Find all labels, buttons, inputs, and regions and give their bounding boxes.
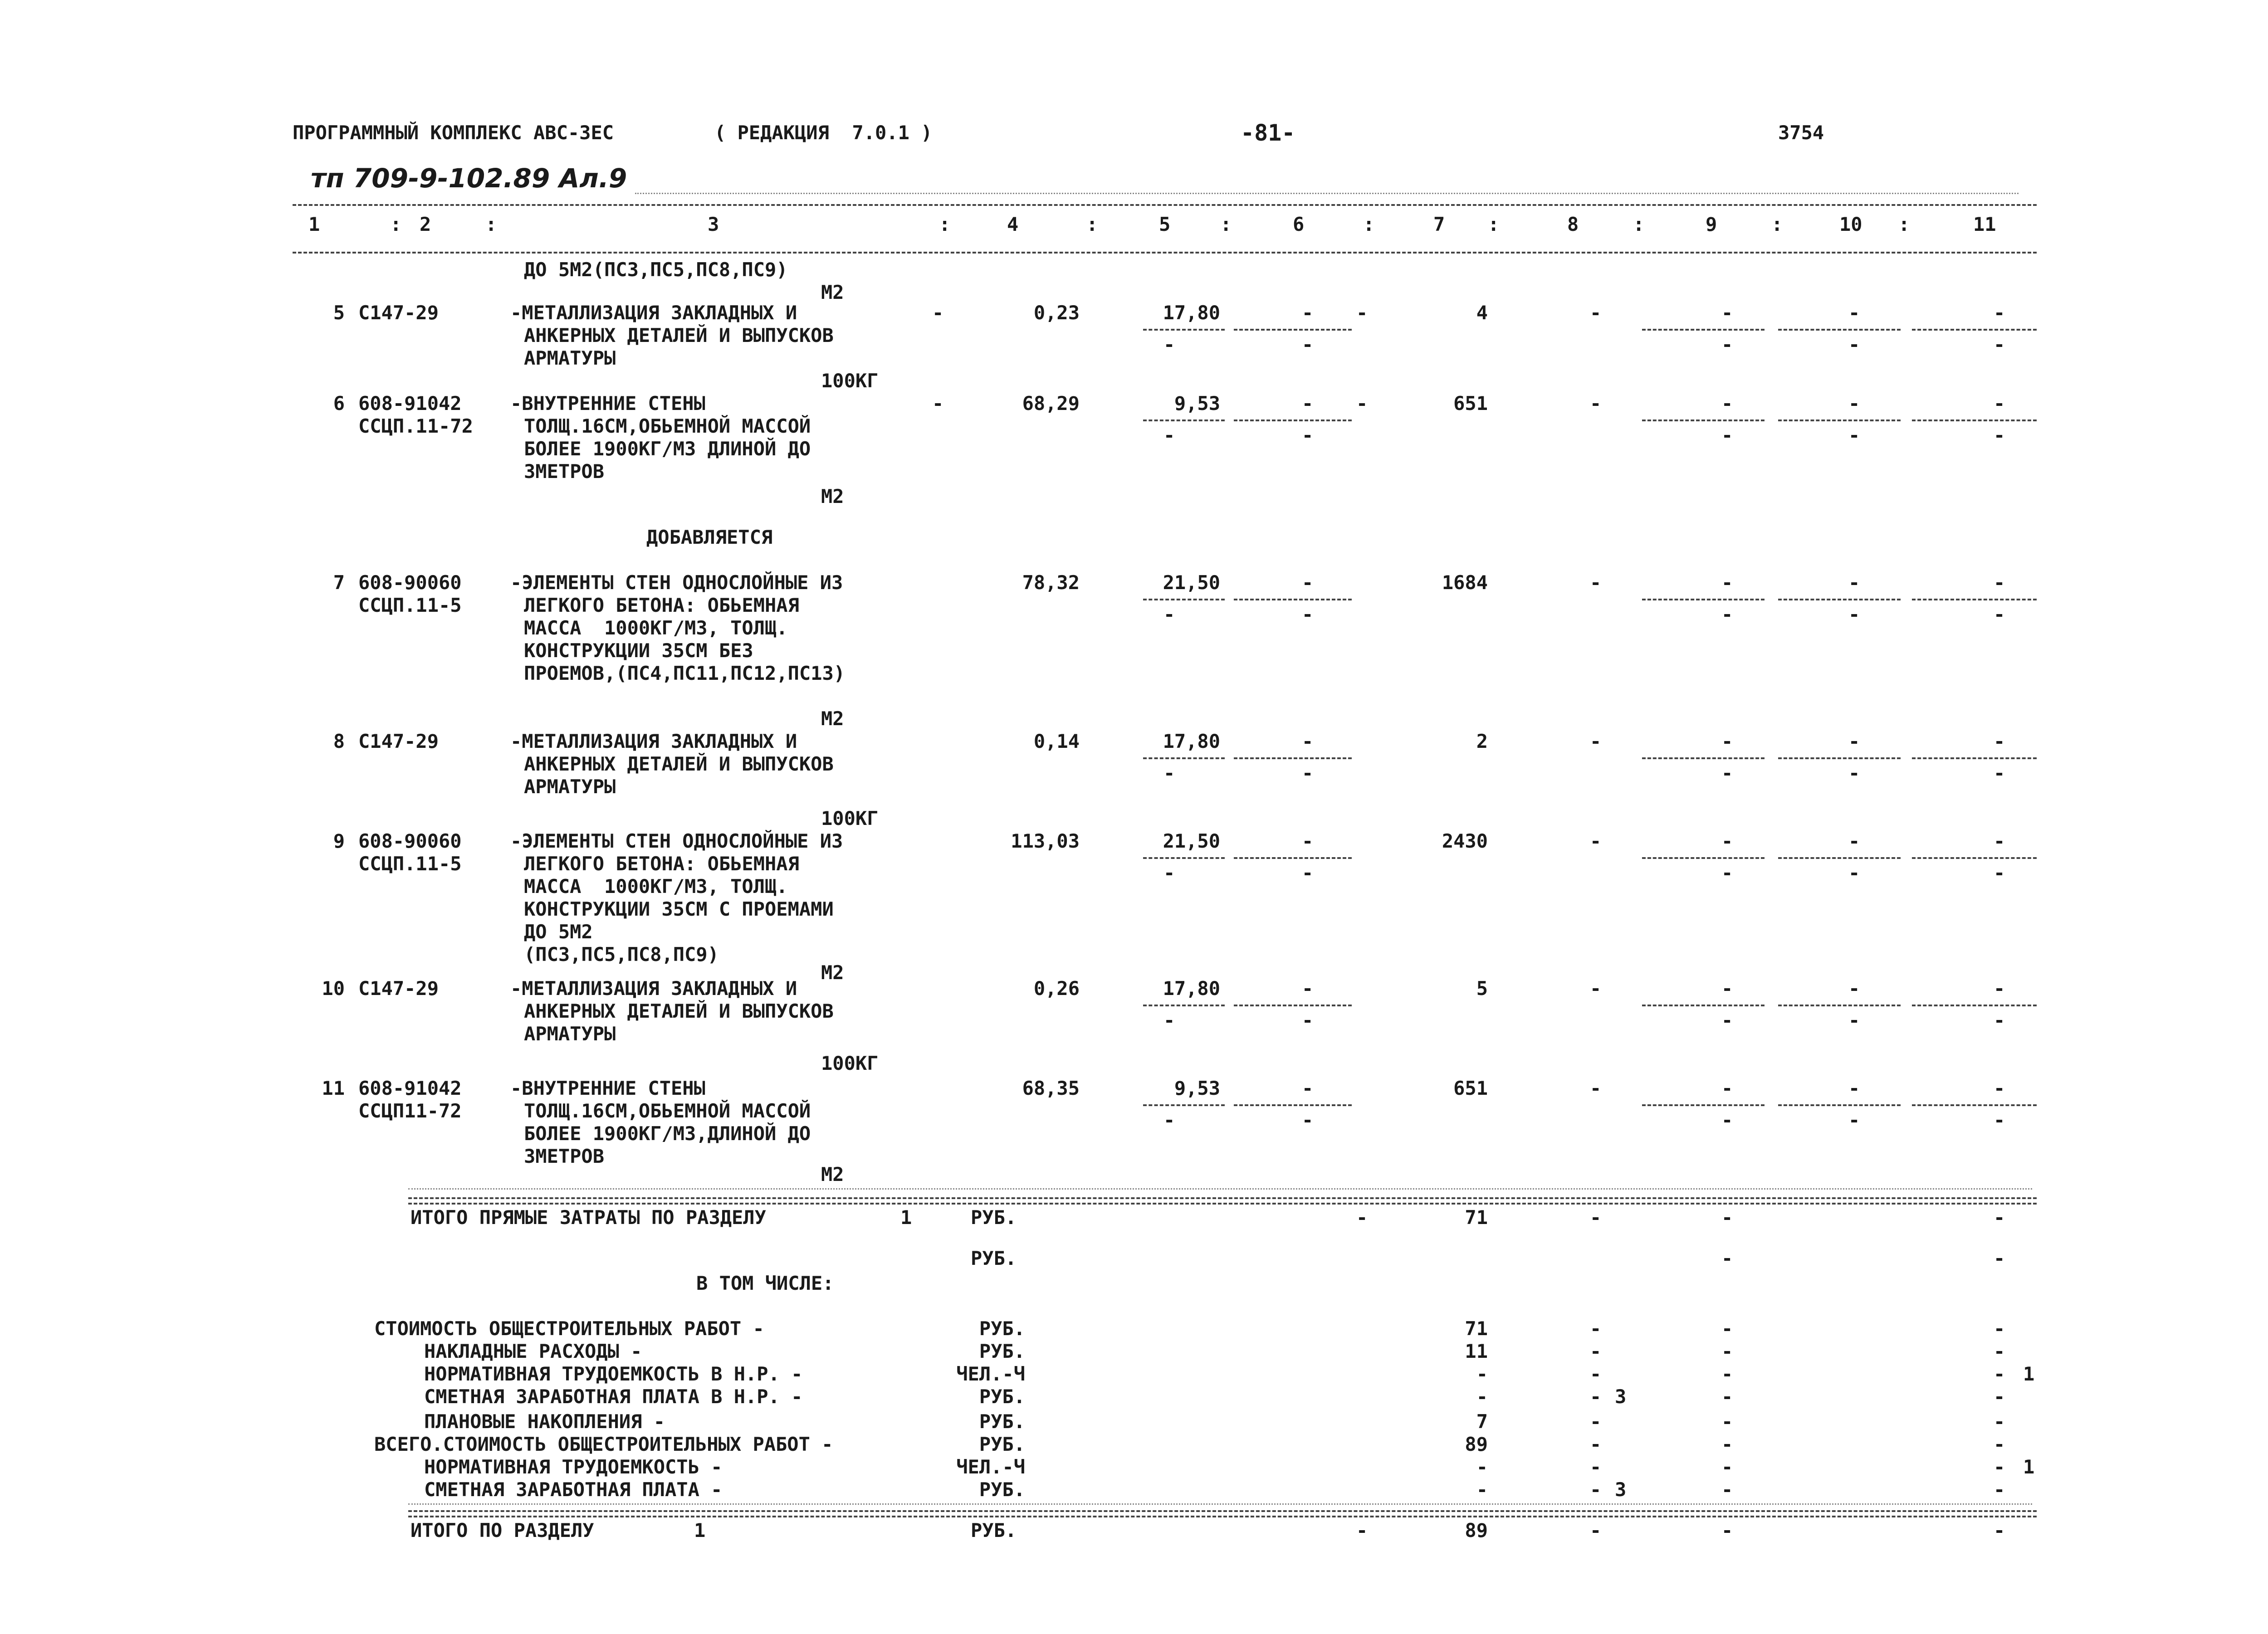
empty-cell-dash: - — [1994, 424, 2005, 446]
column-header-8: 8 — [1567, 213, 1579, 235]
empty-cell-dash: - — [1163, 1109, 1175, 1131]
empty-cell-dash: - — [1721, 1340, 1733, 1362]
direct-costs-currency: РУБ. — [971, 1206, 1017, 1229]
row-description: БОЛЕЕ 1900КГ/М3 ДЛИНОЙ ДО — [524, 438, 811, 460]
row-description: -ЭЛЕМЕНТЫ СТЕН ОДНОСЛОЙНЫЕ ИЗ — [510, 571, 843, 594]
empty-cell-dash: - — [1302, 424, 1314, 446]
totals-line-unit: РУБ. — [979, 1433, 1025, 1455]
totals-line-col8: 3 — [1615, 1385, 1627, 1408]
row-description: ДО 5М2 — [524, 921, 593, 943]
totals-dotted-rule — [408, 1503, 2032, 1505]
empty-cell-dash: - — [1994, 571, 2005, 594]
row-code: 608-91042 — [358, 1077, 462, 1099]
totals-line-col11: 1 — [2023, 1456, 2035, 1478]
empty-cell-dash: - — [1721, 1009, 1733, 1031]
column-header-7: 7 — [1433, 213, 1445, 235]
column-header-11: 11 — [1973, 213, 1996, 235]
empty-cell-dash: - — [1994, 1456, 2005, 1478]
row-description: -ЭЛЕМЕНТЫ СТЕН ОДНОСЛОЙНЫЕ ИЗ — [510, 830, 843, 852]
empty-cell-dash: - — [1994, 1340, 2005, 1362]
col11-rule — [1912, 857, 2037, 859]
empty-cell-dash: - — [1721, 762, 1733, 784]
col5-rule — [1143, 1104, 1225, 1106]
col6-rule — [1234, 329, 1352, 331]
direct-costs-label: ИТОГО ПРЯМЫЕ ЗАТРАТЫ ПО РАЗДЕЛУ — [411, 1206, 766, 1229]
row-code: С147-29 — [358, 977, 439, 1000]
empty-cell-dash: - — [1721, 1247, 1733, 1269]
row-col7-value: 5 — [1476, 977, 1488, 1000]
including-label: В ТОМ ЧИСЛЕ: — [696, 1272, 834, 1294]
empty-cell-dash: - — [1721, 571, 1733, 594]
column-header-9: 9 — [1706, 213, 1717, 235]
row-description: МАССА 1000КГ/М3, ТОЛЩ. — [524, 875, 788, 897]
row-unit: М2 — [821, 281, 844, 303]
row-col4-value: 0,14 — [1033, 730, 1080, 752]
column-header-2: 2 — [420, 213, 431, 235]
row-description: АРМАТУРЫ — [524, 776, 616, 798]
empty-cell-dash: - — [1590, 1410, 1602, 1433]
empty-cell-dash: - — [1848, 424, 1860, 446]
col6-rule — [1234, 599, 1352, 600]
empty-cell-dash: - — [1721, 1385, 1733, 1408]
section-total-currency: РУБ. — [971, 1519, 1017, 1541]
column-separator: : — [485, 213, 497, 235]
empty-cell-dash: - — [1590, 830, 1602, 852]
col9-rule — [1642, 1104, 1765, 1106]
row-code: ССЦП11-72 — [358, 1100, 462, 1122]
empty-cell-dash: - — [1994, 762, 2005, 784]
row-number: 7 — [333, 571, 345, 594]
empty-cell-dash: - — [1994, 1410, 2005, 1433]
col11-rule — [1912, 419, 2037, 421]
row-number: 11 — [322, 1077, 345, 1099]
empty-cell-dash: - — [1163, 603, 1175, 625]
col5-rule — [1143, 857, 1225, 859]
row-col4-value: 0,26 — [1033, 977, 1080, 1000]
row-description: КОНСТРУКЦИИ 35СМ БЕЗ — [524, 639, 753, 662]
column-separator: : — [1898, 213, 1910, 235]
row-number: 9 — [333, 830, 345, 852]
col5-rule — [1143, 1005, 1225, 1006]
empty-cell-dash: - — [1302, 1009, 1314, 1031]
empty-cell-dash: - — [1721, 730, 1733, 752]
empty-cell-dash: - — [1848, 1109, 1860, 1131]
row-col4-value: 78,32 — [1022, 571, 1080, 594]
totals-line-col7: - — [1476, 1456, 1488, 1478]
totals-line-unit: ЧЕЛ.-Ч — [956, 1456, 1025, 1478]
row-col7-value: 2430 — [1442, 830, 1488, 852]
column-separator: : — [1086, 213, 1098, 235]
totals-line-col7: 71 — [1465, 1317, 1488, 1340]
empty-cell-dash: - — [1590, 730, 1602, 752]
empty-cell-dash: - — [1163, 333, 1175, 356]
col5-rule — [1143, 757, 1225, 759]
empty-cell-dash: - — [1356, 1206, 1368, 1229]
empty-cell-dash: - — [1590, 1385, 1602, 1408]
col9-rule — [1642, 757, 1765, 759]
row-unit: М2 — [821, 485, 844, 507]
row-col5-value: 17,80 — [1163, 977, 1220, 1000]
direct-costs-value: 71 — [1465, 1206, 1488, 1229]
row-col5-value: 9,53 — [1174, 1077, 1220, 1099]
row-description: ТОЛЩ.16СМ,ОБЬЕМНОЙ МАССОЙ — [524, 1100, 811, 1122]
empty-cell-dash: - — [1848, 571, 1860, 594]
row-col6-value: - — [1302, 730, 1314, 752]
column-header-5: 5 — [1159, 213, 1171, 235]
column-header-3: 3 — [708, 213, 719, 235]
page-number: -81- — [1241, 120, 1295, 146]
totals-line-label: СТОИМОСТЬ ОБЩЕСТРОИТЕЛЬНЫХ РАБОТ - — [374, 1317, 764, 1340]
empty-cell-dash: - — [1590, 571, 1602, 594]
empty-cell-dash: - — [932, 392, 944, 415]
row-description: МАССА 1000КГ/М3, ТОЛЩ. — [524, 617, 788, 639]
column-separator: : — [390, 213, 402, 235]
totals-line-col7: - — [1476, 1478, 1488, 1501]
totals-line-label: СМЕТНАЯ ЗАРАБОТНАЯ ПЛАТА - — [424, 1478, 723, 1501]
empty-cell-dash: - — [1721, 1410, 1733, 1433]
empty-cell-dash: - — [1848, 1077, 1860, 1099]
row-description: ДО 5М2(ПС3,ПС5,ПС8,ПС9) — [524, 259, 788, 281]
empty-cell-dash: - — [1302, 762, 1314, 784]
empty-cell-dash: - — [1721, 1206, 1733, 1229]
column-header-1: 1 — [308, 213, 320, 235]
row-col6-value: - — [1302, 571, 1314, 594]
totals-line-unit: РУБ. — [979, 1478, 1025, 1501]
row-number: 5 — [333, 302, 345, 324]
empty-cell-dash: - — [1302, 862, 1314, 884]
empty-cell-dash: - — [932, 302, 944, 324]
row-unit: М2 — [821, 707, 844, 730]
empty-cell-dash: - — [1721, 1317, 1733, 1340]
totals-line-label: НОРМАТИВНАЯ ТРУДОЕМКОСТЬ В Н.Р. - — [424, 1363, 803, 1385]
totals-line-label: НАКЛАДНЫЕ РАСХОДЫ - — [424, 1340, 642, 1362]
col6-rule — [1234, 419, 1352, 421]
empty-cell-dash: - — [1994, 730, 2005, 752]
empty-cell-dash: - — [1994, 392, 2005, 415]
empty-cell-dash: - — [1994, 830, 2005, 852]
empty-cell-dash: - — [1848, 862, 1860, 884]
row-number: 10 — [322, 977, 345, 1000]
totals-line-col8: 3 — [1615, 1478, 1627, 1501]
row-code: С147-29 — [358, 302, 439, 324]
row-col6-value: - — [1302, 392, 1314, 415]
empty-cell-dash: - — [1848, 730, 1860, 752]
col6-rule — [1234, 1005, 1352, 1006]
empty-cell-dash: - — [1163, 424, 1175, 446]
col6-rule — [1234, 757, 1352, 759]
empty-cell-dash: - — [1994, 302, 2005, 324]
row-col7-value: 1684 — [1442, 571, 1488, 594]
row-col5-value: 21,50 — [1163, 830, 1220, 852]
col5-rule — [1143, 329, 1225, 331]
column-header-4: 4 — [1007, 213, 1019, 235]
totals-line-unit: ЧЕЛ.-Ч — [956, 1363, 1025, 1385]
section-subheading: ДОБАВЛЯЕТСЯ — [646, 526, 773, 548]
row-description: -МЕТАЛЛИЗАЦИЯ ЗАКЛАДНЫХ И — [510, 302, 797, 324]
empty-cell-dash: - — [1721, 1363, 1733, 1385]
empty-cell-dash: - — [1590, 1433, 1602, 1455]
empty-cell-dash: - — [1163, 762, 1175, 784]
empty-cell-dash: - — [1590, 1317, 1602, 1340]
row-description: АНКЕРНЫХ ДЕТАЛЕЙ И ВЫПУСКОВ — [524, 324, 834, 346]
totals-line-label: НОРМАТИВНАЯ ТРУДОЕМКОСТЬ - — [424, 1456, 723, 1478]
empty-cell-dash: - — [1848, 302, 1860, 324]
empty-cell-dash: - — [1994, 1433, 2005, 1455]
direct-costs-currency-2: РУБ. — [971, 1247, 1017, 1269]
col9-rule — [1642, 857, 1765, 859]
row-description: ТОЛЩ.16СМ,ОБЬЕМНОЙ МАССОЙ — [524, 415, 811, 437]
empty-cell-dash: - — [1590, 1456, 1602, 1478]
col11-rule — [1912, 329, 2037, 331]
row-description: 3МЕТРОВ — [524, 460, 605, 483]
totals-top-rule — [408, 1197, 2037, 1199]
empty-cell-dash: - — [1994, 1385, 2005, 1408]
row-description: (ПС3,ПС5,ПС8,ПС9) — [524, 943, 719, 966]
totals-line-col7: 11 — [1465, 1340, 1488, 1362]
row-code: ССЦП.11-5 — [358, 594, 462, 616]
col9-rule — [1642, 419, 1765, 421]
empty-cell-dash: - — [1721, 333, 1733, 356]
col11-rule — [1912, 1104, 2037, 1106]
col10-rule — [1778, 329, 1901, 331]
empty-cell-dash: - — [1848, 603, 1860, 625]
empty-cell-dash: - — [1994, 977, 2005, 1000]
row-code: С147-29 — [358, 730, 439, 752]
totals-line-col7: 7 — [1476, 1410, 1488, 1433]
empty-cell-dash: - — [1590, 1340, 1602, 1362]
col10-rule — [1778, 599, 1901, 600]
empty-cell-dash: - — [1721, 1519, 1733, 1541]
empty-cell-dash: - — [1994, 603, 2005, 625]
row-col5-value: 21,50 — [1163, 571, 1220, 594]
totals-line-col7: 89 — [1465, 1433, 1488, 1455]
col5-rule — [1143, 419, 1225, 421]
column-separator: : — [1220, 213, 1232, 235]
empty-cell-dash: - — [1590, 1478, 1602, 1501]
empty-cell-dash: - — [1994, 1247, 2005, 1269]
col11-rule — [1912, 757, 2037, 759]
empty-cell-dash: - — [1721, 392, 1733, 415]
empty-cell-dash: - — [1721, 1456, 1733, 1478]
empty-cell-dash: - — [1721, 1109, 1733, 1131]
section-total-value: 89 — [1465, 1519, 1488, 1541]
section-total-label: ИТОГО ПО РАЗДЕЛУ — [411, 1519, 594, 1541]
empty-cell-dash: - — [1721, 603, 1733, 625]
col10-rule — [1778, 1005, 1901, 1006]
col9-rule — [1642, 329, 1765, 331]
row-description: БОЛЕЕ 1900КГ/М3,ДЛИНОЙ ДО — [524, 1122, 811, 1145]
col10-rule — [1778, 857, 1901, 859]
col9-rule — [1642, 599, 1765, 600]
row-code: ССЦП.11-72 — [358, 415, 473, 437]
empty-cell-dash: - — [1590, 392, 1602, 415]
empty-cell-dash: - — [1590, 1363, 1602, 1385]
row-description: КОНСТРУКЦИИ 35СМ С ПРОЕМАМИ — [524, 898, 834, 920]
row-col4-value: 0,23 — [1033, 302, 1080, 324]
empty-cell-dash: - — [1590, 1077, 1602, 1099]
section-total-rule — [408, 1510, 2037, 1512]
row-col6-value: - — [1302, 1077, 1314, 1099]
section-total-number: 1 — [694, 1519, 706, 1541]
column-header-6: 6 — [1293, 213, 1305, 235]
empty-cell-dash: - — [1356, 392, 1368, 415]
empty-cell-dash: - — [1994, 1077, 2005, 1099]
row-col5-value: 17,80 — [1163, 302, 1220, 324]
row-col7-value: 651 — [1453, 392, 1488, 415]
document-number: 3754 — [1778, 122, 1824, 144]
row-col5-value: 9,53 — [1174, 392, 1220, 415]
handwritten-project-code: тп 709-9-102.89 Ал.9 — [311, 163, 627, 194]
empty-cell-dash: - — [1302, 603, 1314, 625]
totals-line-label: ПЛАНОВЫЕ НАКОПЛЕНИЯ - — [424, 1410, 665, 1433]
empty-cell-dash: - — [1848, 392, 1860, 415]
row-description: АНКЕРНЫХ ДЕТАЛЕЙ И ВЫПУСКОВ — [524, 753, 834, 775]
totals-line-label: ВСЕГО.СТОИМОСТЬ ОБЩЕСТРОИТЕЛЬНЫХ РАБОТ - — [374, 1433, 833, 1455]
row-col6-value: - — [1302, 830, 1314, 852]
empty-cell-dash: - — [1721, 1433, 1733, 1455]
row-description: -ВНУТРЕННИЕ СТЕНЫ — [510, 1077, 705, 1099]
empty-cell-dash: - — [1590, 1206, 1602, 1229]
empty-cell-dash: - — [1994, 1363, 2005, 1385]
column-separator: : — [1771, 213, 1783, 235]
section-total-rule-2 — [408, 1516, 2037, 1517]
totals-line-unit: РУБ. — [979, 1410, 1025, 1433]
empty-cell-dash: - — [1994, 1317, 2005, 1340]
row-description: АНКЕРНЫХ ДЕТАЛЕЙ И ВЫПУСКОВ — [524, 1000, 834, 1022]
col11-rule — [1912, 599, 2037, 600]
col10-rule — [1778, 419, 1901, 421]
totals-line-unit: РУБ. — [979, 1385, 1025, 1408]
empty-cell-dash: - — [1302, 333, 1314, 356]
row-col4-value: 113,03 — [1011, 830, 1080, 852]
row-description: -МЕТАЛЛИЗАЦИЯ ЗАКЛАДНЫХ И — [510, 730, 797, 752]
column-header-10: 10 — [1839, 213, 1862, 235]
empty-cell-dash: - — [1721, 862, 1733, 884]
row-col7-value: 4 — [1476, 302, 1488, 324]
empty-cell-dash: - — [1590, 977, 1602, 1000]
column-header-rule — [293, 252, 2037, 254]
empty-cell-dash: - — [1356, 302, 1368, 324]
empty-cell-dash: - — [1994, 1519, 2005, 1541]
empty-cell-dash: - — [1721, 977, 1733, 1000]
row-description: 3МЕТРОВ — [524, 1145, 605, 1167]
program-title: ПРОГРАММНЫЙ КОМПЛЕКС АВС-3ЕС — [293, 122, 614, 144]
row-number: 6 — [333, 392, 345, 415]
row-code: ССЦП.11-5 — [358, 853, 462, 875]
empty-cell-dash: - — [1721, 1478, 1733, 1501]
empty-cell-dash: - — [1994, 1109, 2005, 1131]
col10-rule — [1778, 1104, 1901, 1106]
empty-cell-dash: - — [1163, 862, 1175, 884]
empty-cell-dash: - — [1590, 1519, 1602, 1541]
empty-cell-dash: - — [1721, 830, 1733, 852]
col5-rule — [1143, 599, 1225, 600]
row-col7-value: 651 — [1453, 1077, 1488, 1099]
row-col5-value: 17,80 — [1163, 730, 1220, 752]
empty-cell-dash: - — [1721, 1077, 1733, 1099]
row-code: 608-91042 — [358, 392, 462, 415]
column-separator: : — [939, 213, 951, 235]
totals-top-rule-2 — [408, 1203, 2037, 1205]
edition-label: ( РЕДАКЦИЯ 7.0.1 ) — [714, 122, 933, 144]
empty-cell-dash: - — [1848, 762, 1860, 784]
empty-cell-dash: - — [1994, 1009, 2005, 1031]
header-dotted-rule — [635, 193, 2019, 194]
totals-line-unit: РУБ. — [979, 1317, 1025, 1340]
row-unit: М2 — [821, 1163, 844, 1185]
column-separator: : — [1633, 213, 1645, 235]
row-unit: 100КГ — [821, 807, 879, 829]
empty-cell-dash: - — [1848, 977, 1860, 1000]
row-description: ЛЕГКОГО БЕТОНА: ОБЬЕМНАЯ — [524, 594, 799, 616]
row-col4-value: 68,35 — [1022, 1077, 1080, 1099]
row-col4-value: 68,29 — [1022, 392, 1080, 415]
direct-costs-section: 1 — [900, 1206, 912, 1229]
empty-cell-dash: - — [1848, 333, 1860, 356]
col6-rule — [1234, 1104, 1352, 1106]
empty-cell-dash: - — [1163, 1009, 1175, 1031]
empty-cell-dash: - — [1848, 1009, 1860, 1031]
column-separator: : — [1363, 213, 1375, 235]
empty-cell-dash: - — [1848, 830, 1860, 852]
empty-cell-dash: - — [1302, 1109, 1314, 1131]
empty-cell-dash: - — [1356, 1519, 1368, 1541]
totals-line-unit: РУБ. — [979, 1340, 1025, 1362]
col10-rule — [1778, 757, 1901, 759]
row-code: 608-90060 — [358, 830, 462, 852]
totals-line-col7: - — [1476, 1385, 1488, 1408]
totals-line-label: СМЕТНАЯ ЗАРАБОТНАЯ ПЛАТА В Н.Р. - — [424, 1385, 803, 1408]
row-col7-value: 2 — [1476, 730, 1488, 752]
totals-line-col11: 1 — [2023, 1363, 2035, 1385]
rows-end-dotted-rule — [408, 1188, 2032, 1190]
row-col6-value: - — [1302, 977, 1314, 1000]
row-description: ЛЕГКОГО БЕТОНА: ОБЬЕМНАЯ — [524, 853, 799, 875]
empty-cell-dash: - — [1994, 333, 2005, 356]
col11-rule — [1912, 1005, 2037, 1006]
empty-cell-dash: - — [1994, 862, 2005, 884]
row-col6-value: - — [1302, 302, 1314, 324]
row-unit: 100КГ — [821, 370, 879, 392]
row-number: 8 — [333, 730, 345, 752]
row-description: АРМАТУРЫ — [524, 1023, 616, 1045]
row-description: -ВНУТРЕННИЕ СТЕНЫ — [510, 392, 705, 415]
empty-cell-dash: - — [1721, 302, 1733, 324]
empty-cell-dash: - — [1994, 1478, 2005, 1501]
row-code: 608-90060 — [358, 571, 462, 594]
col9-rule — [1642, 1005, 1765, 1006]
row-description: -МЕТАЛЛИЗАЦИЯ ЗАКЛАДНЫХ И — [510, 977, 797, 1000]
row-description: ПРОЕМОВ,(ПС4,ПС11,ПС12,ПС13) — [524, 662, 846, 684]
table-top-rule — [293, 204, 2037, 206]
empty-cell-dash: - — [1721, 424, 1733, 446]
row-description: АРМАТУРЫ — [524, 347, 616, 369]
empty-cell-dash: - — [1590, 302, 1602, 324]
col6-rule — [1234, 857, 1352, 859]
row-unit: М2 — [821, 961, 844, 984]
empty-cell-dash: - — [1994, 1206, 2005, 1229]
row-unit: 100КГ — [821, 1052, 879, 1074]
column-separator: : — [1488, 213, 1500, 235]
totals-line-col7: - — [1476, 1363, 1488, 1385]
